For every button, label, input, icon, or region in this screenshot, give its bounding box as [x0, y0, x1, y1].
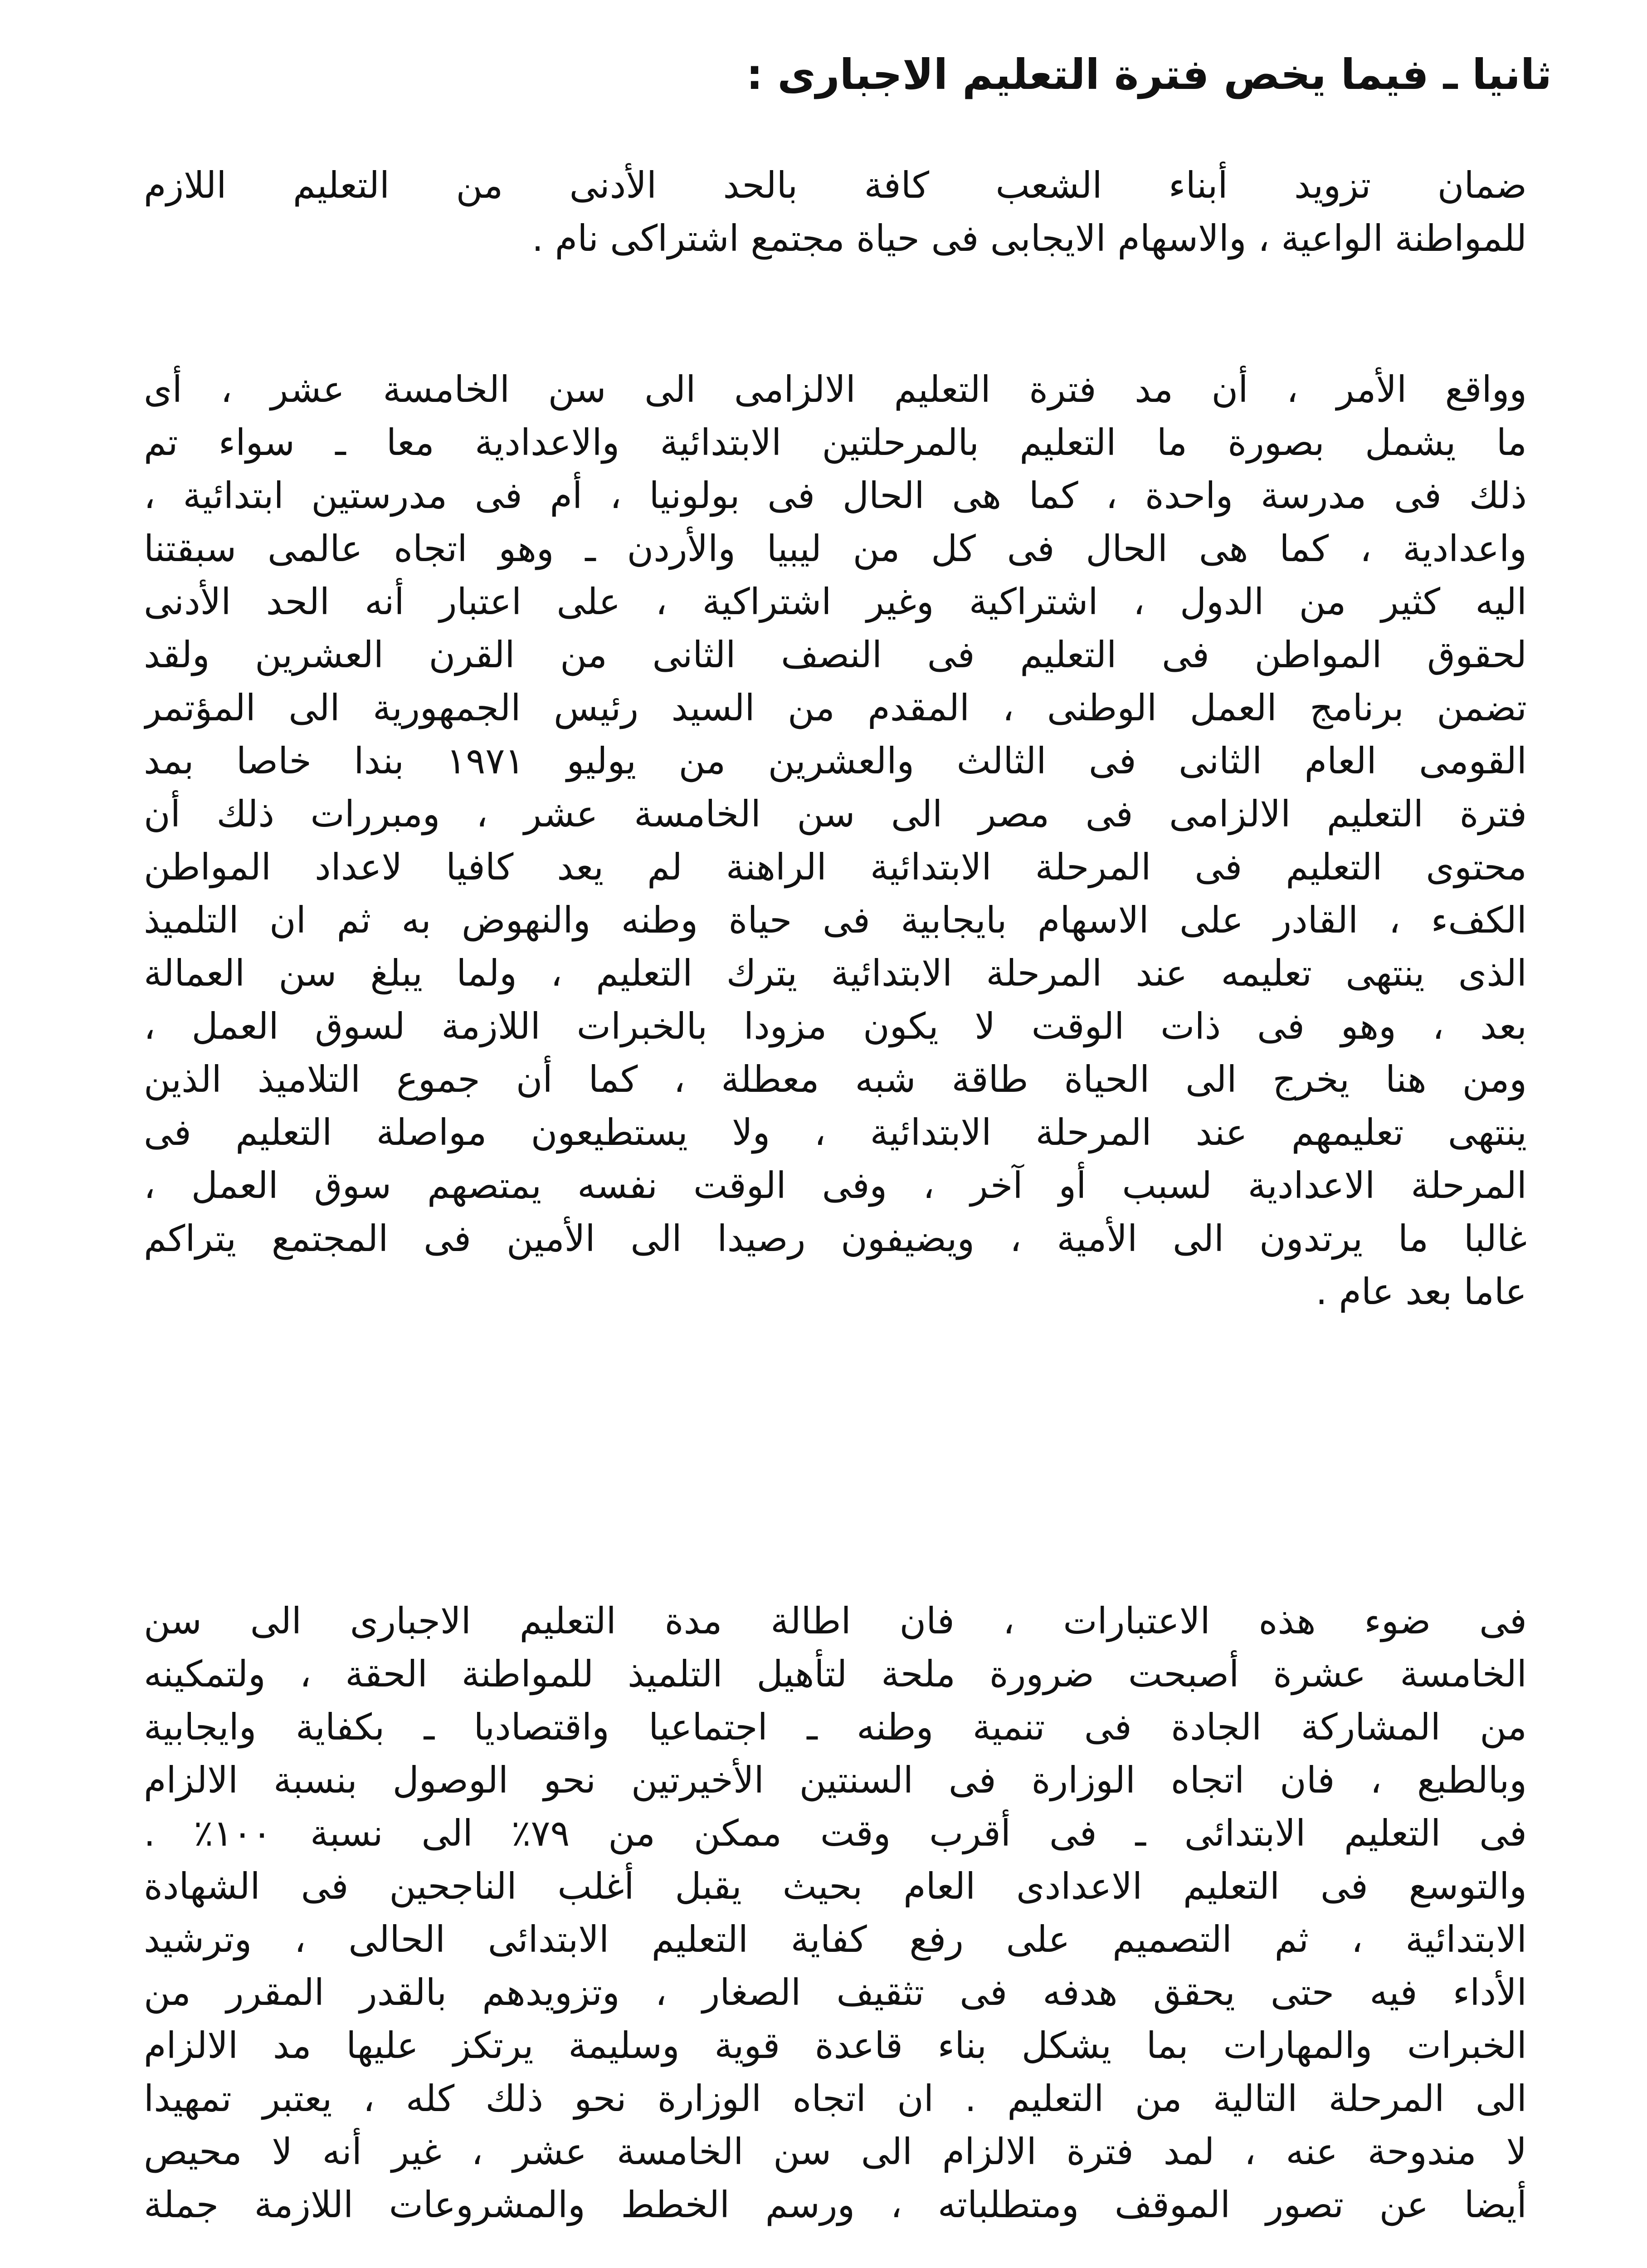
text-line: محتوى التعليم فى المرحلة الابتدائية الراهنة لم يعد كافيا لاعداد المواطن [144, 846, 1527, 888]
text-line: القومى العام الثانى فى الثالث والعشرين من يوليو ١٩٧١ بندا خاصا بمد [144, 740, 1527, 782]
text-line: المرحلة الاعدادية لسبب أو آخر ، وفى الوقت نفسه يمتصهم سوق العمل ، [144, 1164, 1527, 1207]
text-line: الذى ينتهى تعليمه عند المرحلة الابتدائية يترك التعليم ، ولما يبلغ سن العمالة [144, 952, 1527, 994]
text-line: واعدادية ، كما هى الحال فى كل من ليبيا والأردن ـ وهو اتجاه عالمى سبقتنا [144, 528, 1527, 570]
text-line: فى ضوء هذه الاعتبارات ، فان اطالة مدة التعليم الاجبارى الى سن [144, 1600, 1527, 1642]
text-line: والتوسع فى التعليم الاعدادى العام بحيث يقبل أغلب الناجحين فى الشهادة [144, 1865, 1527, 1907]
text-line: ما يشمل بصورة ما التعليم بالمرحلتين الابتدائية والاعدادية معا ـ سواء تم [144, 421, 1527, 464]
text-line: فى التعليم الابتدائى ـ فى أقرب وقت ممكن من ٧٩٪ الى نسبة ١٠٠٪ . [144, 1812, 1527, 1854]
text-line: وواقع الأمر ، أن مد فترة التعليم الالزامى الى سن الخامسة عشر ، أى [144, 368, 1527, 411]
section-heading: ثانيا ـ فيما يخص فترة التعليم الاجبارى : [746, 50, 1552, 99]
text-line: للمواطنة الواعية ، والاسهام الايجابى فى حياة مجتمع اشتراكى نام . [531, 217, 1527, 259]
text-line: الخبرات والمهارات بما يشكل بناء قاعدة قوية وسليمة يرتكز عليها مد الالزام [144, 2024, 1527, 2067]
text-line: من المشاركة الجادة فى تنمية وطنه ـ اجتماعيا واقتصاديا ـ بكفاية وايجابية [144, 1706, 1527, 1748]
text-line: ضمان تزويد أبناء الشعب كافة بالحد الأدنى من التعليم اللازم [144, 164, 1527, 206]
text-line: غالبا ما يرتدون الى الأمية ، ويضيفون رصيدا الى الأمين فى المجتمع يتراكم [144, 1217, 1527, 1260]
text-line: فترة التعليم الالزامى فى مصر الى سن الخامسة عشر ، ومبررات ذلك أن [144, 793, 1527, 835]
text-line: تضمن برنامج العمل الوطنى ، المقدم من السيد رئيس الجمهورية الى المؤتمر [144, 687, 1527, 729]
paragraph-1 [144, 159, 1527, 265]
text-line: بعد ، وهو فى ذات الوقت لا يكون مزودا بالخبرات اللازمة لسوق العمل ، [144, 1005, 1527, 1047]
text-line: ذلك فى مدرسة واحدة ، كما هى الحال فى بولونيا ، أم فى مدرستين ابتدائية ، [144, 474, 1527, 517]
paragraph-2 [144, 363, 1527, 1318]
text-line: الابتدائية ، ثم التصميم على رفع كفاية التعليم الابتدائى الحالى ، وترشيد [144, 1918, 1527, 1960]
text-line: الأداء فيه حتى يحقق هدفه فى تثقيف الصغار ، وتزويدهم بالقدر المقرر من [144, 1971, 1527, 2014]
paragraph-3 [144, 1594, 1527, 2231]
text-line: ينتهى تعليمهم عند المرحلة الابتدائية ، ولا يستطيعون مواصلة التعليم فى [144, 1111, 1527, 1154]
text-line: لحقوق المواطن فى التعليم فى النصف الثانى من القرن العشرين ولقد [144, 634, 1527, 676]
text-line: أيضا عن تصور الموقف ومتطلباته ، ورسم الخطط والمشروعات اللازمة جملة [144, 2184, 1527, 2226]
text-line: عاما بعد عام . [1316, 1271, 1527, 1313]
text-line: ومن هنا يخرج الى الحياة طاقة شبه معطلة ، كما أن جموع التلاميذ الذين [144, 1058, 1527, 1100]
text-line: اليه كثير من الدول ، اشتراكية وغير اشتراكية ، على اعتبار أنه الحد الأدنى [144, 581, 1527, 623]
text-line: لا مندوحة عنه ، لمد فترة الالزام الى سن الخامسة عشر ، غير أنه لا محيص [144, 2131, 1527, 2173]
text-line: الخامسة عشرة أصبحت ضرورة ملحة لتأهيل التلميذ للمواطنة الحقة ، ولتمكينه [144, 1653, 1527, 1695]
text-line: الكفء ، القادر على الاسهام بايجابية فى حياة وطنه والنهوض به ثم ان التلميذ [144, 899, 1527, 941]
text-line: الى المرحلة التالية من التعليم . ان اتجاه الوزارة نحو ذلك كله ، يعتبر تمهيدا [144, 2077, 1527, 2120]
text-line: وبالطبع ، فان اتجاه الوزارة فى السنتين الأخيرتين نحو الوصول بنسبة الالزام [144, 1759, 1527, 1801]
